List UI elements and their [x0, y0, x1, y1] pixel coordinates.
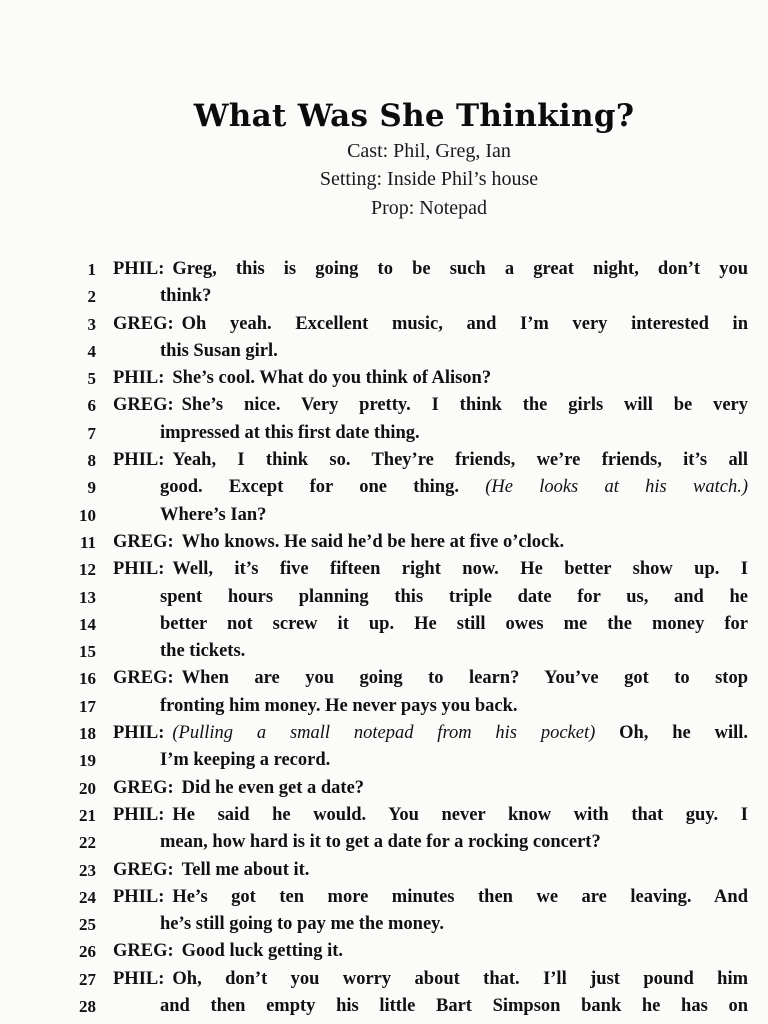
speaker-name: PHIL: — [113, 886, 165, 907]
speaker-name: PHIL: — [113, 723, 165, 744]
script-line — [0, 665, 768, 692]
line-number: 22 — [79, 833, 96, 853]
line-text — [160, 911, 748, 938]
script-line — [0, 556, 768, 583]
line-number: 15 — [79, 642, 96, 662]
dialogue-text: Who knows. He said he’d be here at five o’clock. — [181, 531, 565, 552]
line-number: 28 — [79, 997, 96, 1017]
dialogue-text: impressed at this first date thing. — [160, 422, 420, 443]
dialogue-text: spent hours planning this triple date for us, and he — [160, 586, 748, 607]
line-text — [113, 938, 748, 965]
line-text — [113, 802, 748, 829]
dialogue-text: Tell me about it. — [181, 859, 310, 880]
line-number: 23 — [79, 860, 96, 880]
line-number: 17 — [79, 696, 96, 716]
script-line — [0, 420, 768, 447]
script-line — [0, 938, 768, 965]
script-line — [0, 993, 768, 1020]
line-text — [113, 447, 748, 474]
speaker-name: GREG: — [113, 859, 174, 880]
line-number: 19 — [79, 751, 96, 771]
script-line — [0, 447, 768, 474]
dialogue-text: She’s nice. Very pretty. I think the girls will be very — [181, 395, 748, 416]
script-line — [0, 720, 768, 747]
line-text — [160, 993, 748, 1020]
line-text — [160, 747, 748, 774]
dialogue-text: better not screw it up. He still owes me the money for — [160, 613, 748, 634]
line-number: 4 — [87, 341, 96, 361]
line-text — [113, 665, 748, 692]
script-line — [0, 911, 768, 938]
line-text — [113, 884, 748, 911]
dialogue-text: Oh yeah. Excellent music, and I’m very interested in — [181, 313, 748, 334]
line-number: 6 — [87, 396, 96, 416]
line-text — [113, 529, 748, 556]
line-number: 13 — [79, 587, 96, 607]
script-line — [0, 857, 768, 884]
dialogue-text: Oh, he will. — [619, 723, 749, 744]
dialogue-text: Oh, don’t you worry about that. I’ll just pound him — [172, 968, 748, 989]
dialogue-text: he’s still going to pay me the money. — [160, 914, 445, 935]
cast-line: Cast: Phil, Greg, Ian — [347, 140, 511, 162]
script-line — [0, 747, 768, 774]
line-number: 21 — [79, 805, 96, 825]
dialogue-text: She’s cool. What do you think of Alison? — [172, 368, 492, 389]
line-text — [160, 584, 748, 611]
line-text — [113, 720, 748, 747]
dialogue-text: this Susan girl. — [160, 340, 278, 361]
line-number: 24 — [79, 887, 96, 907]
line-number: 20 — [79, 778, 96, 798]
speaker-name: PHIL: — [113, 804, 165, 825]
speaker-name: PHIL: — [113, 559, 165, 580]
line-text — [113, 857, 748, 884]
dialogue-text: think? — [160, 286, 212, 307]
script-line — [0, 392, 768, 419]
script-line — [0, 311, 768, 338]
speaker-name: GREG: — [113, 668, 174, 689]
line-text — [113, 365, 748, 392]
line-number: 27 — [79, 969, 96, 989]
dialogue-text: and then empty his little Bart Simpson bank he has on — [160, 996, 748, 1017]
line-number: 16 — [79, 669, 96, 689]
script-line — [0, 502, 768, 529]
dialogue-text: the tickets. — [160, 641, 246, 662]
line-number: 11 — [79, 532, 96, 552]
dialogue-text: Well, it’s five fifteen right now. He better show up. I — [172, 559, 748, 580]
line-number: 3 — [87, 314, 96, 334]
dialogue-text: good. Except for one thing. — [160, 477, 459, 498]
line-number: 2 — [87, 287, 96, 307]
dialogue-text: When are you going to learn? You’ve got to stop — [181, 668, 748, 689]
script-line — [0, 638, 768, 665]
speaker-name: GREG: — [113, 395, 174, 416]
line-text — [113, 256, 748, 283]
line-number: 12 — [79, 560, 96, 580]
line-text — [113, 966, 748, 993]
speaker-name: GREG: — [113, 313, 174, 334]
speaker-name: PHIL: — [113, 968, 165, 989]
script-line — [0, 884, 768, 911]
speaker-name: GREG: — [113, 531, 174, 552]
stage-direction: (He looks at his watch.) — [485, 477, 748, 498]
script-line — [0, 529, 768, 556]
dialogue-text: He said he would. You never know with that guy. I — [172, 804, 748, 825]
dialogue-text: fronting him money. He never pays you back. — [160, 695, 518, 716]
script-line — [0, 584, 768, 611]
dialogue-text: Greg, this is going to be such a great night, don’t you — [172, 259, 748, 279]
line-text — [160, 338, 748, 365]
line-number: 7 — [87, 423, 96, 443]
script-line — [0, 338, 768, 365]
stage-direction: (Pulling a small notepad from his pocket) — [172, 723, 596, 744]
line-text — [160, 611, 748, 638]
script-line — [0, 802, 768, 829]
line-text — [113, 556, 748, 583]
line-text — [160, 474, 748, 501]
line-number: 5 — [87, 369, 96, 389]
line-text — [160, 638, 748, 665]
line-number: 1 — [87, 260, 96, 279]
line-number: 26 — [79, 942, 96, 962]
play-title: What Was She Thinking? — [193, 98, 635, 134]
speaker-name: GREG: — [113, 777, 174, 798]
dialogue-text: Good luck getting it. — [181, 941, 344, 962]
speaker-name: PHIL: — [113, 259, 165, 279]
script-line — [0, 611, 768, 638]
prop-line: Prop: Notepad — [370, 197, 488, 219]
line-number: 10 — [79, 505, 96, 525]
line-text — [113, 775, 748, 802]
setting-line: Setting: Inside Phil’s house — [319, 168, 539, 190]
line-text — [160, 420, 748, 447]
speaker-name: GREG: — [113, 941, 174, 962]
line-text — [160, 502, 748, 529]
dialogue-text: Yeah, I think so. They’re friends, we’re friends, it’s all — [172, 450, 748, 471]
script-line — [0, 693, 768, 720]
line-text — [160, 693, 748, 720]
line-number: 25 — [79, 915, 96, 935]
dialogue-text: Where’s Ian? — [160, 504, 267, 525]
script-line — [0, 283, 768, 310]
script-line — [0, 256, 768, 283]
script-line — [0, 966, 768, 993]
script-line — [0, 775, 768, 802]
dialogue-text: Did he even get a date? — [181, 777, 365, 798]
script-line — [0, 365, 768, 392]
dialogue-text: mean, how hard is it to get a date for a rocking concert? — [160, 832, 601, 853]
line-text — [160, 283, 748, 310]
line-text — [113, 392, 748, 419]
line-number: 14 — [79, 614, 96, 634]
line-text — [160, 829, 748, 856]
dialogue-text: I’m keeping a record. — [160, 750, 331, 771]
script-line — [0, 474, 768, 501]
dialogue-text: He’s got ten more minutes then we are leaving. And — [172, 886, 748, 907]
speaker-name: PHIL: — [113, 368, 165, 389]
speaker-name: PHIL: — [113, 450, 165, 471]
line-number: 8 — [87, 451, 96, 471]
script-body — [0, 256, 768, 1020]
line-number: 9 — [87, 478, 96, 498]
line-text — [113, 311, 748, 338]
script-line — [0, 829, 768, 856]
line-number: 18 — [79, 724, 96, 744]
